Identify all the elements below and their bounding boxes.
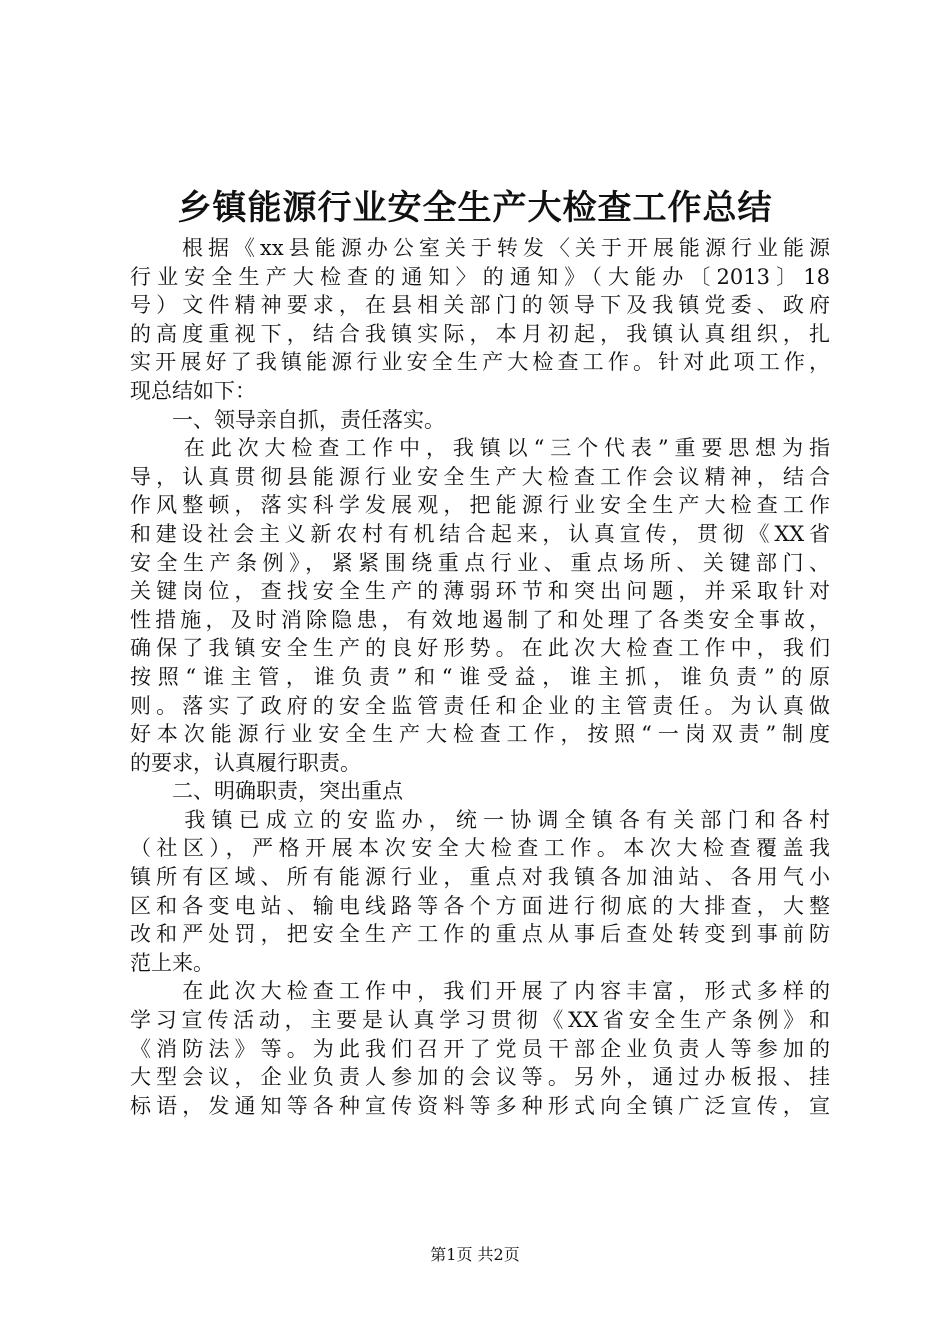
body-text-line: 现总结如下：	[130, 378, 256, 403]
body-text-line: 的要求，认真履行职责。	[130, 750, 361, 775]
body-text-line: 大型会议，企业负责人参加的会议等。另外，通过办板报、挂	[130, 1065, 830, 1090]
body-text-line: 导，认真贯彻县能源行业安全生产大检查工作会议精神，结合	[130, 464, 830, 489]
body-text-line: 按照“谁主管，谁负责”和“谁受益，谁主抓，谁负责”的原	[130, 664, 830, 689]
body-text-line: 范上来。	[130, 950, 214, 975]
body-text-line: 作风整顿，落实科学发展观，把能源行业安全生产大检查工作	[130, 493, 830, 518]
body-text-line: 行业安全生产大检查的通知〉的通知》（大能办〔2013〕18	[130, 264, 830, 289]
body-text-line: 在此次大检查工作中，我们开展了内容丰富，形式多样的	[130, 979, 830, 1004]
body-text-line: 实开展好了我镇能源行业安全生产大检查工作。针对此项工作，	[130, 350, 830, 375]
body-text-line: 改和严处罚，把安全生产工作的重点从事后查处转变到事前防	[130, 922, 830, 947]
body-text-line: 关键岗位，查找安全生产的薄弱环节和突出问题，并采取针对	[130, 579, 830, 604]
body-text-line: 的高度重视下，结合我镇实际，本月初起，我镇认真组织，扎	[130, 321, 830, 346]
body-text-line: 学习宣传活动，主要是认真学习贯彻《XX省安全生产条例》和	[130, 1008, 830, 1033]
body-text-line: 镇所有区域、所有能源行业，重点对我镇各加油站、各用气小	[130, 865, 830, 890]
body-text-line: 好本次能源行业安全生产大检查工作，按照“一岗双责”制度	[130, 722, 830, 747]
body-text-line: 安全生产条例》，紧紧围绕重点行业、重点场所、关键部门、	[130, 550, 830, 575]
body-text-line: 和建设社会主义新农村有机结合起来，认真宣传，贯彻《XX省	[130, 521, 830, 546]
body-text-line: 号）文件精神要求，在县相关部门的领导下及我镇党委、政府	[130, 293, 830, 318]
body-text-line: 在此次大检查工作中，我镇以“三个代表”重要思想为指	[130, 436, 830, 461]
body-text-line: 二、明确职责，突出重点	[130, 779, 403, 804]
body-text-line: 确保了我镇安全生产的良好形势。在此次大检查工作中，我们	[130, 636, 830, 661]
document-body	[130, 234, 830, 1120]
body-text-line: 性措施，及时消除隐患，有效地遏制了和处理了各类安全事故，	[130, 607, 830, 632]
body-text-line: 标语，发通知等各种宣传资料等多种形式向全镇广泛宣传，宣	[130, 1093, 830, 1118]
body-text-line: 我镇已成立的安监办，统一协调全镇各有关部门和各村	[130, 807, 830, 832]
body-text-line: 《消防法》等。为此我们召开了党员干部企业负责人等参加的	[130, 1036, 830, 1061]
body-text-line: 区和各变电站、输电线路等各个方面进行彻底的大排查，大整	[130, 893, 830, 918]
body-text-line: （社区），严格开展本次安全大检查工作。本次大检查覆盖我	[130, 836, 830, 861]
body-text-line: 则。落实了政府的安全监管责任和企业的主管责任。为认真做	[130, 693, 830, 718]
page-footer: 第1页 共2页	[430, 1245, 520, 1264]
document-title: 乡镇能源行业安全生产大检查工作总结	[177, 188, 773, 228]
body-text-line: 根据《xx县能源办公室关于转发〈关于开展能源行业能源	[130, 236, 830, 260]
body-text-line: 一、领导亲自抓，责任落实。	[130, 407, 445, 432]
